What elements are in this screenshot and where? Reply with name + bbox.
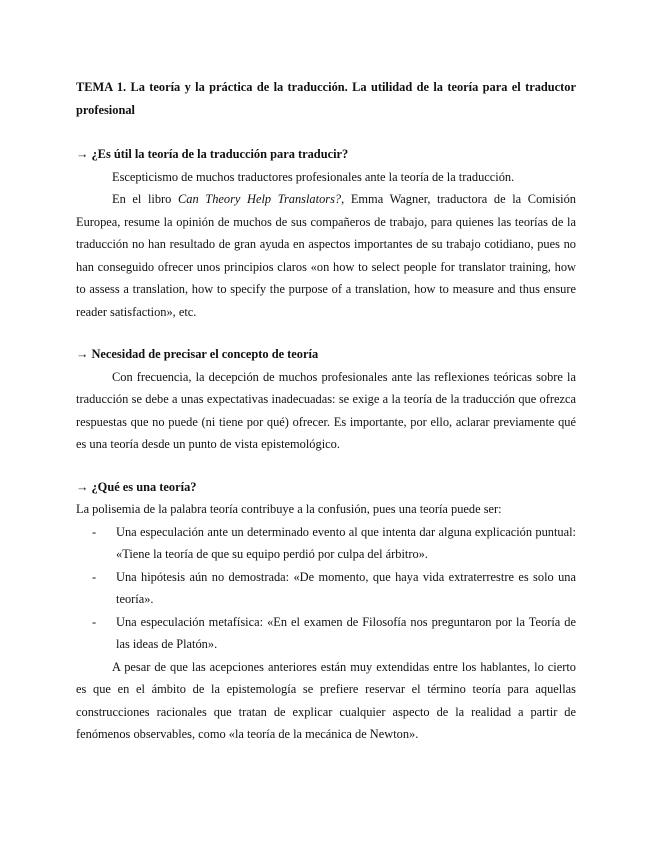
paragraph: A pesar de que las acepciones anteriores están muy extendidas entre los hablantes, lo cierto es que en el ámbito de la epistemología se prefiere reservar el término teoría para aquellas construcciones racionales que tratan de explicar cualquier aspecto de la realidad a partir de fenómenos observables, como «la teoría de la mecánica de Newton». bbox=[76, 659, 576, 741]
paragraph: La polisemia de la palabra teoría contribuye a la confusión, pues una teoría puede ser: bbox=[76, 502, 502, 516]
dash-bullet: - bbox=[92, 569, 97, 584]
document-title: TEMA 1. La teoría y la práctica de la traducción. La utilidad de la teoría para el traductor profesional bbox=[76, 80, 576, 117]
section-heading-concept: → Necesidad de precisar el concepto de teoría bbox=[76, 347, 319, 361]
document-body bbox=[76, 76, 576, 746]
dash-bullet: - bbox=[92, 524, 97, 539]
section-heading-definition: → ¿Qué es una teoría? bbox=[76, 479, 197, 494]
list-item bbox=[76, 611, 576, 656]
paragraph: Escepticismo de muchos traductores profesionales ante la teoría de la traducción. bbox=[112, 169, 515, 184]
dash-bullet: - bbox=[92, 614, 97, 629]
list-item-text: Una especulación metafísica: «En el examen de Filosofía nos preguntaron por la Teoría de las ideas de Platón». bbox=[116, 614, 576, 651]
list-item-text: Una especulación ante un determinado evento al que intenta dar alguna explicación puntual: «Tiene la teoría de que su equipo perdió por culpa del árbitro». bbox=[116, 524, 576, 561]
section-heading-utility: → ¿Es útil la teoría de la traducción para traducir? bbox=[76, 147, 349, 161]
paragraph: Con frecuencia, la decepción de muchos profesionales ante las reflexiones teóricas sobre la traducción se debe a unas expectativas inadecuadas: se exige a la teoría de la traducción que ofrezca respuestas que no puede (ni tiene por qué) ofrecer. Es importante, por ello, aclarar previamente qué es una teoría desde un punto de vista epistemológico. bbox=[76, 369, 576, 451]
book-title: Can Theory Help Translators? bbox=[178, 192, 342, 206]
paragraph-text: En el libro bbox=[112, 192, 179, 206]
paragraph-text: , Emma Wagner, traductora de la Comisión Europea, resume la opinión de muchos de sus compañeros de trabajo, para quienes las teorías de la traducción no han resultado de gran ayuda en aspectos importantes de su trabajo cotidiano, pues no han conseguido ofrecer unos principios claros «on how to select people for translator training, how to assess a translation, how to specify the purpose of a translation, how to measure and thus ensure reader satisfaction», etc. bbox=[76, 192, 577, 319]
definition-list bbox=[76, 521, 576, 656]
list-item-text: Una hipótesis aún no demostrada: «De momento, que haya vida extraterrestre es solo una teoría». bbox=[116, 569, 576, 606]
list-item bbox=[76, 566, 576, 611]
paragraph bbox=[76, 188, 576, 323]
list-item bbox=[76, 521, 576, 566]
